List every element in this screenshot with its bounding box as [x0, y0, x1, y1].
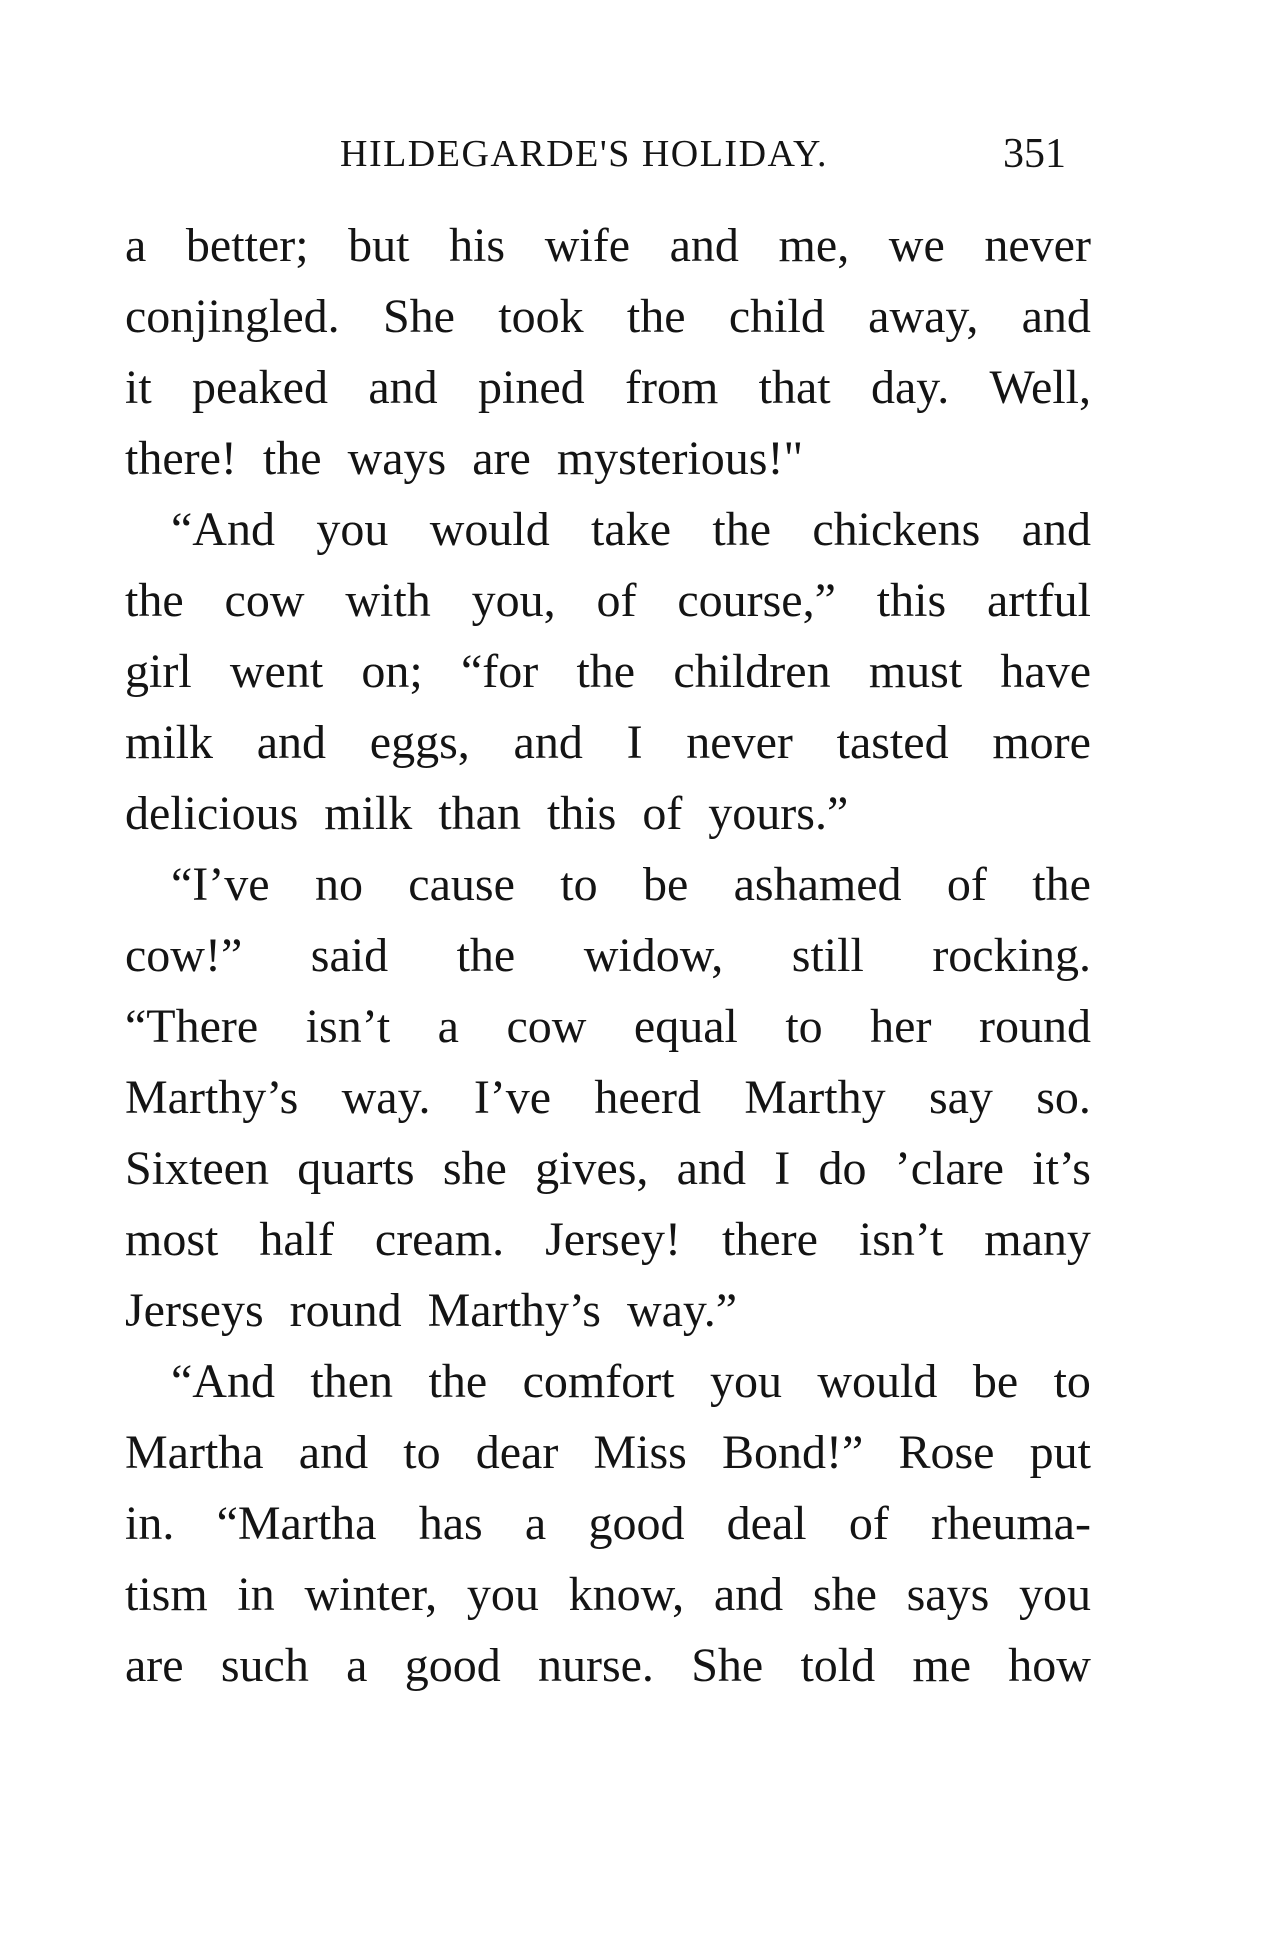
- word: and: [256, 716, 327, 769]
- word: “I’ve: [171, 858, 270, 911]
- word: take: [591, 503, 671, 556]
- word: Marthy: [744, 1071, 886, 1124]
- running-head: HILDEGARDE'S HOLIDAY.: [340, 133, 829, 175]
- word: to: [560, 858, 598, 911]
- word: dear: [475, 1426, 559, 1479]
- text-line: [125, 991, 1091, 1062]
- word: She: [382, 290, 455, 343]
- word: this: [546, 787, 617, 840]
- word: peaked: [192, 361, 328, 414]
- word: way.”: [626, 1284, 738, 1337]
- word: so.: [1036, 1071, 1091, 1124]
- word: Martha: [125, 1426, 264, 1479]
- word: deal: [726, 1497, 807, 1550]
- word: a: [346, 1639, 368, 1692]
- text-line: [125, 849, 1091, 920]
- word: gives,: [535, 1142, 649, 1195]
- word: I’ve: [473, 1071, 552, 1124]
- word: must: [868, 645, 963, 698]
- word: “And: [171, 1355, 275, 1408]
- word: more: [992, 716, 1091, 769]
- word: be: [972, 1355, 1019, 1408]
- word: and: [676, 1142, 746, 1195]
- text-line: [125, 1062, 1091, 1133]
- word: the: [626, 290, 686, 343]
- word: day.: [871, 361, 950, 414]
- text-line: [125, 920, 1091, 991]
- word: that: [758, 361, 831, 414]
- word: and: [513, 716, 583, 769]
- word: me,: [778, 219, 850, 272]
- word: “Martha: [216, 1497, 377, 1550]
- word: Jersey!: [545, 1213, 682, 1266]
- word: good: [404, 1639, 501, 1692]
- word: never: [984, 219, 1091, 272]
- text-line: [125, 210, 1091, 281]
- word: her: [870, 1000, 932, 1053]
- word: took: [498, 290, 584, 343]
- text-line: [125, 1630, 1091, 1701]
- word: ways: [347, 432, 447, 485]
- word: Jerseys: [125, 1284, 264, 1337]
- word: chickens: [812, 503, 981, 556]
- word: course,”: [677, 574, 836, 627]
- word: than: [438, 787, 521, 840]
- word: know,: [568, 1568, 685, 1621]
- word: it’s: [1032, 1142, 1091, 1195]
- text-line: [125, 281, 1091, 352]
- word: rheuma-: [931, 1497, 1091, 1550]
- word: do: [818, 1142, 867, 1195]
- word: has: [418, 1497, 483, 1550]
- text-line: [125, 1204, 1091, 1275]
- text-line: [125, 1488, 1091, 1559]
- word: and: [669, 219, 739, 272]
- body-text: [125, 210, 1091, 1701]
- word: mysterious!": [556, 432, 804, 485]
- word: she: [442, 1142, 507, 1195]
- text-line: [125, 1275, 1091, 1346]
- word: Well,: [989, 361, 1091, 414]
- word: nurse.: [537, 1639, 654, 1692]
- word: his: [449, 219, 506, 272]
- word: to: [785, 1000, 823, 1053]
- word: cause: [408, 858, 515, 911]
- word: are: [125, 1639, 184, 1692]
- word: you,: [471, 574, 556, 627]
- word: you: [709, 1355, 782, 1408]
- text-line: [125, 565, 1091, 636]
- word: the: [428, 1355, 488, 1408]
- word: cow: [506, 1000, 587, 1053]
- word: and: [298, 1426, 369, 1479]
- text-line: [125, 494, 1091, 565]
- word: we: [888, 219, 945, 272]
- word: the: [576, 645, 636, 698]
- word: be: [642, 858, 689, 911]
- word: a: [437, 1000, 459, 1053]
- word: eggs,: [369, 716, 470, 769]
- word: you: [466, 1568, 539, 1621]
- word: winter,: [304, 1568, 438, 1621]
- text-line: [125, 707, 1091, 778]
- word: and: [1021, 503, 1091, 556]
- word: widow,: [583, 929, 724, 982]
- word: told: [800, 1639, 876, 1692]
- word: tasted: [836, 716, 949, 769]
- word: heerd: [594, 1071, 701, 1124]
- word: cow!”: [125, 929, 243, 982]
- word: of: [946, 858, 987, 911]
- word: with: [345, 574, 431, 627]
- word: “for: [460, 645, 539, 698]
- word: there: [721, 1213, 818, 1266]
- word: girl: [125, 645, 192, 698]
- word: and: [1021, 290, 1091, 343]
- word: a: [524, 1497, 547, 1550]
- word: said: [310, 929, 389, 982]
- text-line: [125, 1417, 1091, 1488]
- text-line: [125, 1346, 1091, 1417]
- word: round: [289, 1284, 402, 1337]
- word: cream.: [374, 1213, 505, 1266]
- word: never: [686, 716, 793, 769]
- word: then: [310, 1355, 394, 1408]
- word: child: [728, 290, 825, 343]
- word: went: [229, 645, 324, 698]
- word: way.: [341, 1071, 431, 1124]
- word: many: [984, 1213, 1091, 1266]
- word: most: [125, 1213, 219, 1266]
- word: still: [791, 929, 864, 982]
- text-line: [125, 636, 1091, 707]
- word: would: [429, 503, 550, 556]
- word: milk: [125, 716, 214, 769]
- word: artful: [987, 574, 1091, 627]
- word: put: [1029, 1426, 1091, 1479]
- word: you: [1019, 1568, 1091, 1621]
- word: Sixteen: [125, 1142, 269, 1195]
- word: pined: [477, 361, 585, 414]
- word: the: [125, 574, 184, 627]
- word: on;: [361, 645, 423, 698]
- word: She: [691, 1639, 764, 1692]
- word: isn’t: [858, 1213, 944, 1266]
- word: of: [642, 787, 683, 840]
- text-line: [125, 352, 1091, 423]
- word: ashamed: [733, 858, 902, 911]
- word: there!: [125, 432, 237, 485]
- word: better;: [185, 219, 309, 272]
- text-line: [125, 1133, 1091, 1204]
- word: but: [348, 219, 410, 272]
- word: rocking.: [932, 929, 1091, 982]
- word: I: [626, 716, 643, 769]
- word: would: [817, 1355, 938, 1408]
- word: me: [912, 1639, 972, 1692]
- text-line: [125, 1559, 1091, 1630]
- word: how: [1008, 1639, 1091, 1692]
- word: the: [456, 929, 516, 982]
- word: quarts: [297, 1142, 415, 1195]
- word: this: [876, 574, 947, 627]
- word: cow: [224, 574, 305, 627]
- text-line: [125, 778, 1091, 849]
- word: Miss: [593, 1426, 687, 1479]
- word: I: [774, 1142, 791, 1195]
- word: Rose: [898, 1426, 995, 1479]
- word: conjingled.: [125, 290, 340, 343]
- word: comfort: [522, 1355, 675, 1408]
- word: Bond!”: [722, 1426, 864, 1479]
- word: “There: [125, 1000, 259, 1053]
- word: good: [588, 1497, 685, 1550]
- word: isn’t: [305, 1000, 391, 1053]
- word: from: [624, 361, 719, 414]
- word: ’clare: [894, 1142, 1004, 1195]
- word: Marthy’s: [427, 1284, 601, 1337]
- word: yours.”: [708, 787, 849, 840]
- word: and: [368, 361, 438, 414]
- word: children: [673, 645, 831, 698]
- page-number: 351: [1003, 131, 1066, 177]
- word: half: [259, 1213, 334, 1266]
- word: to: [1053, 1355, 1091, 1408]
- word: a: [125, 219, 147, 272]
- word: to: [403, 1426, 441, 1479]
- word: no: [314, 858, 363, 911]
- word: have: [1000, 645, 1091, 698]
- word: it: [125, 361, 152, 414]
- word: and: [713, 1568, 784, 1621]
- text-line: [125, 423, 1091, 494]
- word: the: [262, 432, 322, 485]
- word: says: [906, 1568, 990, 1621]
- word: you: [316, 503, 389, 556]
- word: in: [237, 1568, 275, 1621]
- word: “And: [171, 503, 275, 556]
- word: of: [848, 1497, 889, 1550]
- word: milk: [324, 787, 413, 840]
- word: say: [928, 1071, 993, 1124]
- word: the: [712, 503, 771, 556]
- word: wife: [544, 219, 631, 272]
- word: such: [220, 1639, 309, 1692]
- word: away,: [868, 290, 979, 343]
- word: Marthy’s: [125, 1071, 299, 1124]
- word: tism: [125, 1568, 208, 1621]
- word: in.: [125, 1497, 175, 1550]
- word: the: [1032, 858, 1091, 911]
- word: round: [978, 1000, 1091, 1053]
- word: are: [472, 432, 531, 485]
- word: equal: [633, 1000, 738, 1053]
- word: she: [812, 1568, 877, 1621]
- word: of: [596, 574, 637, 627]
- word: delicious: [125, 787, 299, 840]
